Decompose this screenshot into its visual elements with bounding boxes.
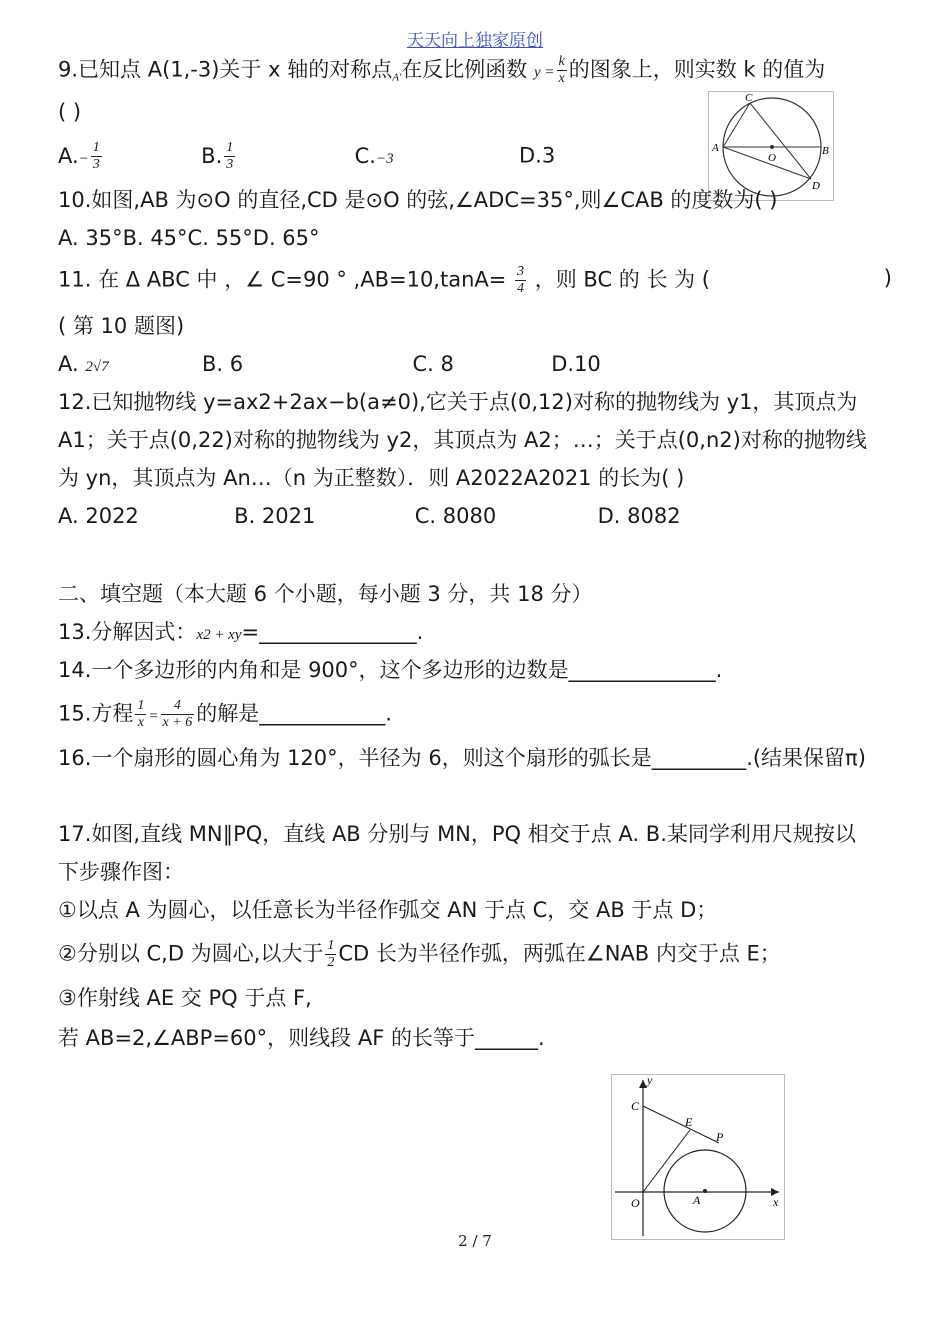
q9-paren: ( ) bbox=[58, 100, 82, 124]
q16-stem: 16.一个扇形的圆心角为 120°，半径为 6，则这个扇形的弧长是_________.(结果保留π) bbox=[58, 746, 866, 770]
q9-point-label: A' bbox=[392, 71, 402, 84]
q11-option-c: C. 8 bbox=[412, 352, 454, 376]
q17-line2: 下步骤作图： bbox=[58, 860, 184, 884]
q9-options bbox=[58, 140, 555, 173]
fig1-label-o: O bbox=[768, 152, 776, 164]
q9-func-num: k bbox=[558, 54, 565, 69]
q9-func-lhs: y = bbox=[533, 64, 555, 81]
q17-half-fraction: $\frac{1}{2}$ bbox=[327, 938, 335, 970]
q12-option-d: D. 8082 bbox=[597, 504, 681, 528]
fig1-label-d: D bbox=[812, 180, 820, 192]
line-oe bbox=[643, 1130, 690, 1192]
q11-stem bbox=[58, 264, 892, 297]
q13-expr: x2 + xy bbox=[196, 627, 242, 643]
q9-func-den: x bbox=[558, 71, 565, 86]
q11-stem-a: 11. 在 Δ ABC 中 ，∠ C=90 ° ,AB=10,tanA= bbox=[58, 267, 507, 292]
q11-options bbox=[58, 350, 601, 381]
q12-line3: 为 yn，其顶点为 An…（n 为正整数）．则 A2022A2021 的长为( ) bbox=[58, 466, 685, 490]
fig1-label-c: C bbox=[745, 92, 753, 104]
q11-tan-fraction: $\frac{3}{4}$ bbox=[517, 264, 525, 296]
q9-func-fraction bbox=[557, 54, 567, 87]
q11-option-b: B. 6 bbox=[201, 352, 244, 376]
q11-caption: ( 第 10 题图) bbox=[58, 314, 185, 338]
fig2-label-c: C bbox=[631, 1099, 640, 1113]
q12-option-a: A. 2022 bbox=[58, 504, 139, 528]
q11-option-d: D.10 bbox=[551, 352, 601, 376]
q17-line4: ②分别以 C,D 为圆心,以大于 $\frac{1}{2}$ CD 长为半径作弧，两弧在∠NAB 内交于点 E； bbox=[58, 938, 781, 970]
q13-stem: 13.分解因式：x2 + xy=_______________. bbox=[58, 620, 424, 644]
q10-stem: 10.如图,AB 为⊙O 的直径,CD 是⊙O 的弦,∠ADC=35°,则∠CAB 的度数为( ) bbox=[58, 188, 778, 212]
center-dot bbox=[770, 145, 774, 149]
q9-stem-b: 在反比例函数 bbox=[401, 57, 528, 82]
fig2-label-e: E bbox=[685, 1115, 693, 1129]
q12-option-c: C. 8080 bbox=[414, 504, 497, 528]
q10-options: A. 35°B. 45°C. 55°D. 65° bbox=[58, 226, 320, 250]
q17-line6: 若 AB=2,∠ABP=60°，则线段 AF 的长等于______. bbox=[58, 1026, 545, 1050]
q12-options bbox=[58, 502, 681, 530]
q11-close-paren: ) bbox=[883, 266, 892, 290]
q9-option-c: C.−3 bbox=[354, 143, 394, 168]
q9-stem-a: 9.已知点 A(1,-3)关于 x 轴的对称点 bbox=[58, 57, 393, 82]
q9-stem-c: 的图象上，则实数 k 的值为 bbox=[568, 57, 826, 82]
q12-option-b: B. 2021 bbox=[234, 504, 316, 528]
q12-line1: 12.已知抛物线 y=ax2+2ax−b(a≠0),它关于点(0,12)对称的抛物线为 y1，其顶点为 bbox=[58, 390, 858, 414]
q11-option-a: A. 2√7 bbox=[58, 352, 109, 376]
page-number: 2 / 7 bbox=[458, 1232, 492, 1250]
q15-rhs-fraction: $\frac{4}{x + 6}$ bbox=[162, 698, 193, 730]
fig1-label-a: A bbox=[712, 142, 719, 154]
y-axis-arrow bbox=[639, 1080, 647, 1088]
fig2-label-x: x bbox=[773, 1195, 779, 1209]
fig2-label-p: P bbox=[716, 1130, 724, 1144]
q15-stem: 15.方程 $\frac{1}{x}$ = $\frac{4}{x + 6}$ 的解是____________. bbox=[58, 698, 392, 730]
q9-option-d: D.3 bbox=[518, 143, 556, 168]
q17-line5: ③作射线 AE 交 PQ 于点 F, bbox=[58, 986, 312, 1010]
header-link[interactable]: 天天向上独家原创 bbox=[407, 31, 543, 51]
chord-ac bbox=[723, 103, 750, 147]
q11-stem-b: ，则 BC 的 长 为 ( bbox=[534, 267, 711, 292]
fig2-label-y: y bbox=[647, 1074, 653, 1087]
q14-stem: 14.一个多边形的内角和是 900°，这个多边形的边数是______________. bbox=[58, 658, 723, 682]
q9-stem bbox=[58, 54, 825, 92]
q15-lhs-fraction: $\frac{1}{x}$ bbox=[137, 698, 145, 730]
q9-option-b: B. $\frac{1}{3}$ bbox=[201, 140, 234, 172]
q9-option-a: A.− $\frac{1}{3}$ bbox=[58, 140, 100, 172]
center-a-dot bbox=[703, 1189, 707, 1193]
q17-line1: 17.如图,直线 MN∥PQ，直线 AB 分别与 MN，PQ 相交于点 A. B.某同学利用尺规按以 bbox=[58, 822, 856, 846]
q17-line3: ①以点 A 为圆心，以任意长为半径作弧交 AN 于点 C，交 AB 于点 D； bbox=[58, 898, 718, 922]
fig1-label-b: B bbox=[822, 145, 829, 157]
figure-coordinate-circle bbox=[611, 1074, 785, 1240]
fig2-label-a: A bbox=[693, 1193, 701, 1207]
figure-q10-circle bbox=[708, 91, 834, 201]
q12-line2: A1；关于点(0,22)对称的抛物线为 y2，其顶点为 A2；…；关于点(0,n2)对称的抛物线 bbox=[58, 428, 867, 452]
line-cp bbox=[643, 1106, 719, 1143]
fig2-label-o: O bbox=[631, 1196, 640, 1210]
section2-title: 二、填空题（本大题 6 个小题，每小题 3 分，共 18 分） bbox=[58, 582, 593, 606]
